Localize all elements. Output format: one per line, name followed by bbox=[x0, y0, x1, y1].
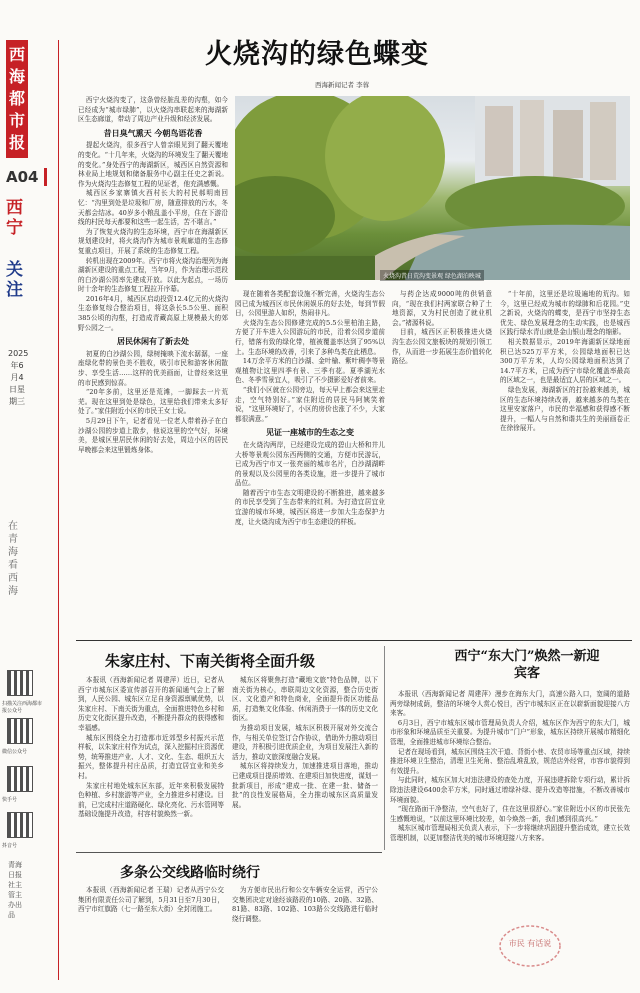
qr-label: 抖音号 bbox=[2, 843, 18, 849]
park-scene-illustration bbox=[235, 96, 630, 280]
subhead: 昔日臭气熏天 今朝鸟语花香 bbox=[103, 128, 203, 138]
stamp-label: 市民 有话说 bbox=[508, 939, 552, 948]
bottom-column-2 bbox=[232, 886, 378, 986]
paragraph: 火烧沟生态公园修建完成的5.5公里柏油主路，方便了开车进入公园游玩的市民，沿着公园步道前行，错落有致的绿化带，植被覆盖率达到了95%以上。生态环境的改善，引来了多种鸟类在此栖息。 bbox=[235, 318, 385, 356]
top-headline: 火烧沟的绿色蝶变 bbox=[205, 39, 429, 70]
lead-paragraph: 西宁火烧沟变了，这条曾经脏乱差的沟壑，如今已经成为“城市绿肺”，以火烧沟串联起来的海湖新区生态廊道，带动了周边产业升级和经济发展。 bbox=[78, 96, 228, 124]
section-name: 西宁 bbox=[6, 198, 23, 238]
qr-label: 扫描关注西海都市报公众号 bbox=[2, 701, 43, 714]
paragraph: “我们小区就在公园旁边，每天早上都会来这里走走，空气特别好。”家住附近的居民马阿姨笑着说，“这里环境好了，小区的房价也涨了不少，大家都很满意。” bbox=[235, 385, 385, 423]
paragraph: 本报讯（西海新闻记者 周建萍）近日，记者从西宁市城东区委宣传部召开的新闻通气会上了解到，人民公园、城东区立足自身资源禀赋优势，以朱家庄村、下南关街为重点，全面推进特色乡村和历史文化街区提升改造，不断提升群众的获得感和幸福感。 bbox=[78, 676, 224, 732]
subhead: 见证一座城市的生态之变 bbox=[266, 428, 354, 438]
subhead: 居民休闲有了新去处 bbox=[117, 337, 189, 347]
rail-footer: 青海日报社主管主办出品 bbox=[8, 861, 22, 919]
paragraph: “现在路面干净整洁，空气也好了，住在这里很舒心。”家住附近小区的市民张先生感慨地说，“以前这里环境比较差，如今焕然一新，我们感到很高兴。” bbox=[390, 805, 630, 823]
section-subname: 关注 bbox=[6, 260, 23, 300]
paragraph: “十年前，这里还是垃圾遍地的荒沟。如今，这里已经成为城市的绿肺和后花园。”史之新说，火烧沟的蝶变，是西宁市坚持生态优先、绿色发展理念的生动实践，也是城西区践行绿水青山就是金山银山理念的缩影。 bbox=[500, 290, 630, 337]
section-divider bbox=[76, 640, 632, 641]
qr-label: 快手号 bbox=[2, 797, 18, 803]
paragraph: 城东区将聚焦打造“藏地文旅”特色品牌，以下南关街为核心，串联周边文化资源，整合历史街区、文化遗产和特色商业，全面提升街区功能品质，打造集文化体验、休闲消费于一体的历史文化街区。 bbox=[232, 676, 378, 723]
qr-label: 微信公众号 bbox=[2, 749, 28, 755]
paragraph: 与此同时，城东区加大对违法建设的查处力度，开展违建拆除专项行动，累计拆除违法建设6400余平方米，同时通过增绿补绿、提升改造等措施，不断改善城市环境面貌。 bbox=[390, 776, 630, 804]
paragraph: 本报讯（西海新闻记者 周建萍）漫步在海东大门，高速公路入口，宽阔的道路两旁绿树成荫，整洁的环境令人赏心悦目，西宁市城东区正在以崭新面貌迎接八方来客。 bbox=[390, 690, 630, 718]
page-number-divider bbox=[44, 168, 47, 186]
paragraph: 在火烧沟两岸，已经建设完成的碧山大桥和井儿大桥等景观公园东西两侧的交通，方便市民游玩，已成为西宁市又一张亮丽的城市名片，白沙湖湖畔的景观以及公园里的各类设施，进一步提升了城市品位。 bbox=[235, 440, 385, 488]
photo-caption: 火烧沟昔日荒沟变景观 绿色湖泊映城 bbox=[380, 270, 484, 281]
masthead-logo: 西海都市报 bbox=[6, 40, 28, 158]
top-column-1 bbox=[78, 96, 228, 636]
paragraph: 城西区乡家寨镇火西村长大的村民郝明南回忆：“沟里到处是垃圾和厂房，随意排放的污水，冬天都会结冰。40岁多小粮乱盖小平房，住在下游沿线的村民每天都要和这些一起生活，苦不堪言。” bbox=[78, 189, 228, 227]
qr-code-icon bbox=[7, 812, 33, 838]
qr-code-icon bbox=[7, 718, 33, 744]
paragraph: 目前，城西区正积极推进火烧沟生态公园文旅板块的规划引领工作，从而进一步拓展生态价值转化路径。 bbox=[392, 328, 492, 366]
paragraph: 随着西宁市生态文明建设的不断推进，越来越多的市民享受到了生态带来的红利。为打造宜居宜业宜游的城市环境，城西区将进一步加大生态保护力度，让火烧沟成为西宁市生态建设的样板。 bbox=[235, 488, 385, 526]
qr-code-icon bbox=[7, 670, 33, 696]
mid-left-column-1 bbox=[78, 676, 224, 846]
qr-code-icon bbox=[7, 766, 33, 792]
paragraph: 提起火烧沟，很多西宁人曾亲眼见到了翻天覆地的变化。“十几年来，火烧沟的环境发生了翻天覆地的变化。”身处西宁的海湖新区，城西区自然资源和林业局上地规划和储备服务中心副主任史之新说。作为火烧沟生态修复工程的见证者，他充满感慨。 bbox=[78, 141, 228, 188]
top-column-2 bbox=[235, 290, 385, 636]
paragraph: 绿色发展，海湖新区的打扮越来越美，城区的生态环境持续改善，越来越多的鸟类在这里安家落户，市民的幸福感和获得感不断提升，一幅人与自然和谐共生的美丽画卷正在徐徐展开。 bbox=[500, 385, 630, 433]
page-number: A04 bbox=[6, 168, 39, 186]
mid-left-column-2 bbox=[232, 676, 378, 846]
paragraph: 为方便市民出行和公交车辆安全运营，西宁公交集团决定对途经该路段的10路、20路、32路、81路、83路、102路、103路公交线路进行临时绕行调整。 bbox=[232, 886, 378, 923]
paragraph: 城东区城市管理局相关负责人表示，下一步将继续巩固提升整治成效，建立长效管理机制，以更加整洁优美的城市环境迎接八方来客。 bbox=[390, 824, 630, 842]
paragraph: 转机出现在2009年。西宁市将火烧沟治理列为海湖新区建设的重点工程，当年9月，作为治理示范段的白沙湖公园率先建成开放。以此为起点，一场历时十余年的生态修复工程拉开序幕。 bbox=[78, 256, 228, 294]
paragraph: 与药企达成9000吨的供销意向，“现在我们村两家联合种了土地资源，又为村民创造了就业机会。”褚源科说。 bbox=[392, 290, 492, 327]
paragraph: 6月3日，西宁市城东区城市管理局负责人介绍，城东区作为西宁的东大门，城市形象和环境品质至关重要。为提升城市“门户”形象，城东区持续开展城市精细化管理，全面推进城市环境综合整治。 bbox=[390, 718, 630, 746]
paragraph: 城东区围绕全力打造都市近郊型乡村振兴示范样板，以朱家庄村作为试点，深入挖掘村庄资源优势，统筹推进产业、人才、文化、生态、组织五大振兴，整体提升村庄品质，打造宜居宜业和美乡村。 bbox=[78, 733, 224, 780]
paragraph: 城东区将持续发力，加速推进项目落地，推动已建成项目提质增效、在建项目加快进度，谋划一批新项目，形成“建成一批、在建一批、储备一批”的良性发展格局，全力推动城东区高质量发展。 bbox=[232, 762, 378, 809]
top-column-4 bbox=[500, 290, 630, 636]
paragraph: 2016年4月，城西区启动投资12.4亿元的火烧沟生态修复综合整治项目，将这条长5.5公里、面积385公顷的沟壑，打造成青藏高原上规模最大的郊野公园之一。 bbox=[78, 294, 228, 332]
issue-date: 2025年6月4日星期三 bbox=[8, 349, 29, 406]
paragraph: 初夏的白沙湖公园，绿树掩映下流水潺潺，一座座绿化带的景色美不胜收，吸引市民和游客休闲散步、享受生活……这样的优美画面，让曾经来这里的市民感到惊喜。 bbox=[78, 349, 228, 387]
top-byline: 西海新闻记者 李蓉 bbox=[315, 81, 370, 89]
section-divider bbox=[76, 852, 382, 853]
paragraph: 为推动项目发展，城东区积极开展对外交流合作，与相关单位签订合作协议，借助外力推动项目建设，并积极引进优质企业，为项目发展注入新的活力，推动文旅深度融合发展。 bbox=[232, 723, 378, 761]
paragraph: 相关数据显示，2019年海湖新区绿地面积已达525万平方米，公园绿地面积已达300万平方米，人均公园绿地面积达到了14.7平方米，已成为西宁市绿化覆盖率最高的区域之一，也是最适宜人居的区域之一。 bbox=[500, 337, 630, 385]
bottom-column-1 bbox=[78, 886, 224, 986]
paragraph: 5月29日下午，记者看见一位老人带着孙子在白沙湖公园的步道上散步，他说这里的空气好，环境美，是城区里居民休闲的好去处，周边小区的居民早晚都会来这里锻炼身体。 bbox=[78, 417, 228, 454]
paragraph: 为了恢复火烧沟的生态环境，西宁市在海湖新区规划建设时，将火烧沟作为城市景观廊道的生态修复重点项目，开展了系统的生态修复工程。 bbox=[78, 227, 228, 255]
paragraph: 14万余平方米的白沙湖、金叶榆、紫叶稠李等景观植物让这里四季有景、三季有花。夏季湖光水色、冬季雪景宜人，吸引了不少摄影爱好者前来。 bbox=[235, 357, 385, 385]
paragraph: 本报讯（西海新闻记者 王瑞）记者从西宁公交集团有限责任公司了解到，5月31日至7月30日，西宁市红旗路（七一路至东大街）全封闭施工。 bbox=[78, 886, 224, 914]
top-column-3 bbox=[392, 290, 492, 636]
paragraph: 朱家庄村地处城东区东部，近年来积极发展特色种植、乡村旅游等产业，全力推进乡村建设。目前，已完成村庄道路硬化、绿化亮化、污水管网等基础设施提升改造，村容村貌焕然一新。 bbox=[78, 781, 224, 819]
paragraph: “20年多前，这里还是荒滩，一脚踩去一片荒芜。现在这里到处是绿色，这里给我们带来太多好处了。”家住附近小区的市民王女士说。 bbox=[78, 388, 228, 416]
paragraph: 现在随着各类配套设施不断完善，火烧沟生态公园已成为城西区市民休闲娱乐的好去处，每到节假日，公园里游人如织，热闹非凡。 bbox=[235, 290, 385, 318]
left-rail bbox=[0, 0, 74, 993]
citizen-voice-stamp bbox=[497, 920, 563, 970]
rail-divider bbox=[58, 40, 59, 980]
rail-slogan: 在青海看西海 bbox=[8, 521, 18, 597]
news-photo bbox=[235, 96, 630, 280]
mid-left-headline: 朱家庄村、下南关街将全面升级 bbox=[105, 652, 316, 670]
paragraph: 记者在现场看到，城东区围绕主次干道、背街小巷、农贸市场等重点区域，持续推进环境卫生整治，清理卫生死角、整治乱堆乱放，规范店外经营，市容市貌得到有效提升。 bbox=[390, 747, 630, 775]
column-divider bbox=[384, 646, 385, 850]
bottom-headline: 多条公交线路临时绕行 bbox=[120, 865, 260, 881]
mid-right-headline: 西宁“东大门”焕然一新迎宾客 bbox=[454, 649, 600, 681]
